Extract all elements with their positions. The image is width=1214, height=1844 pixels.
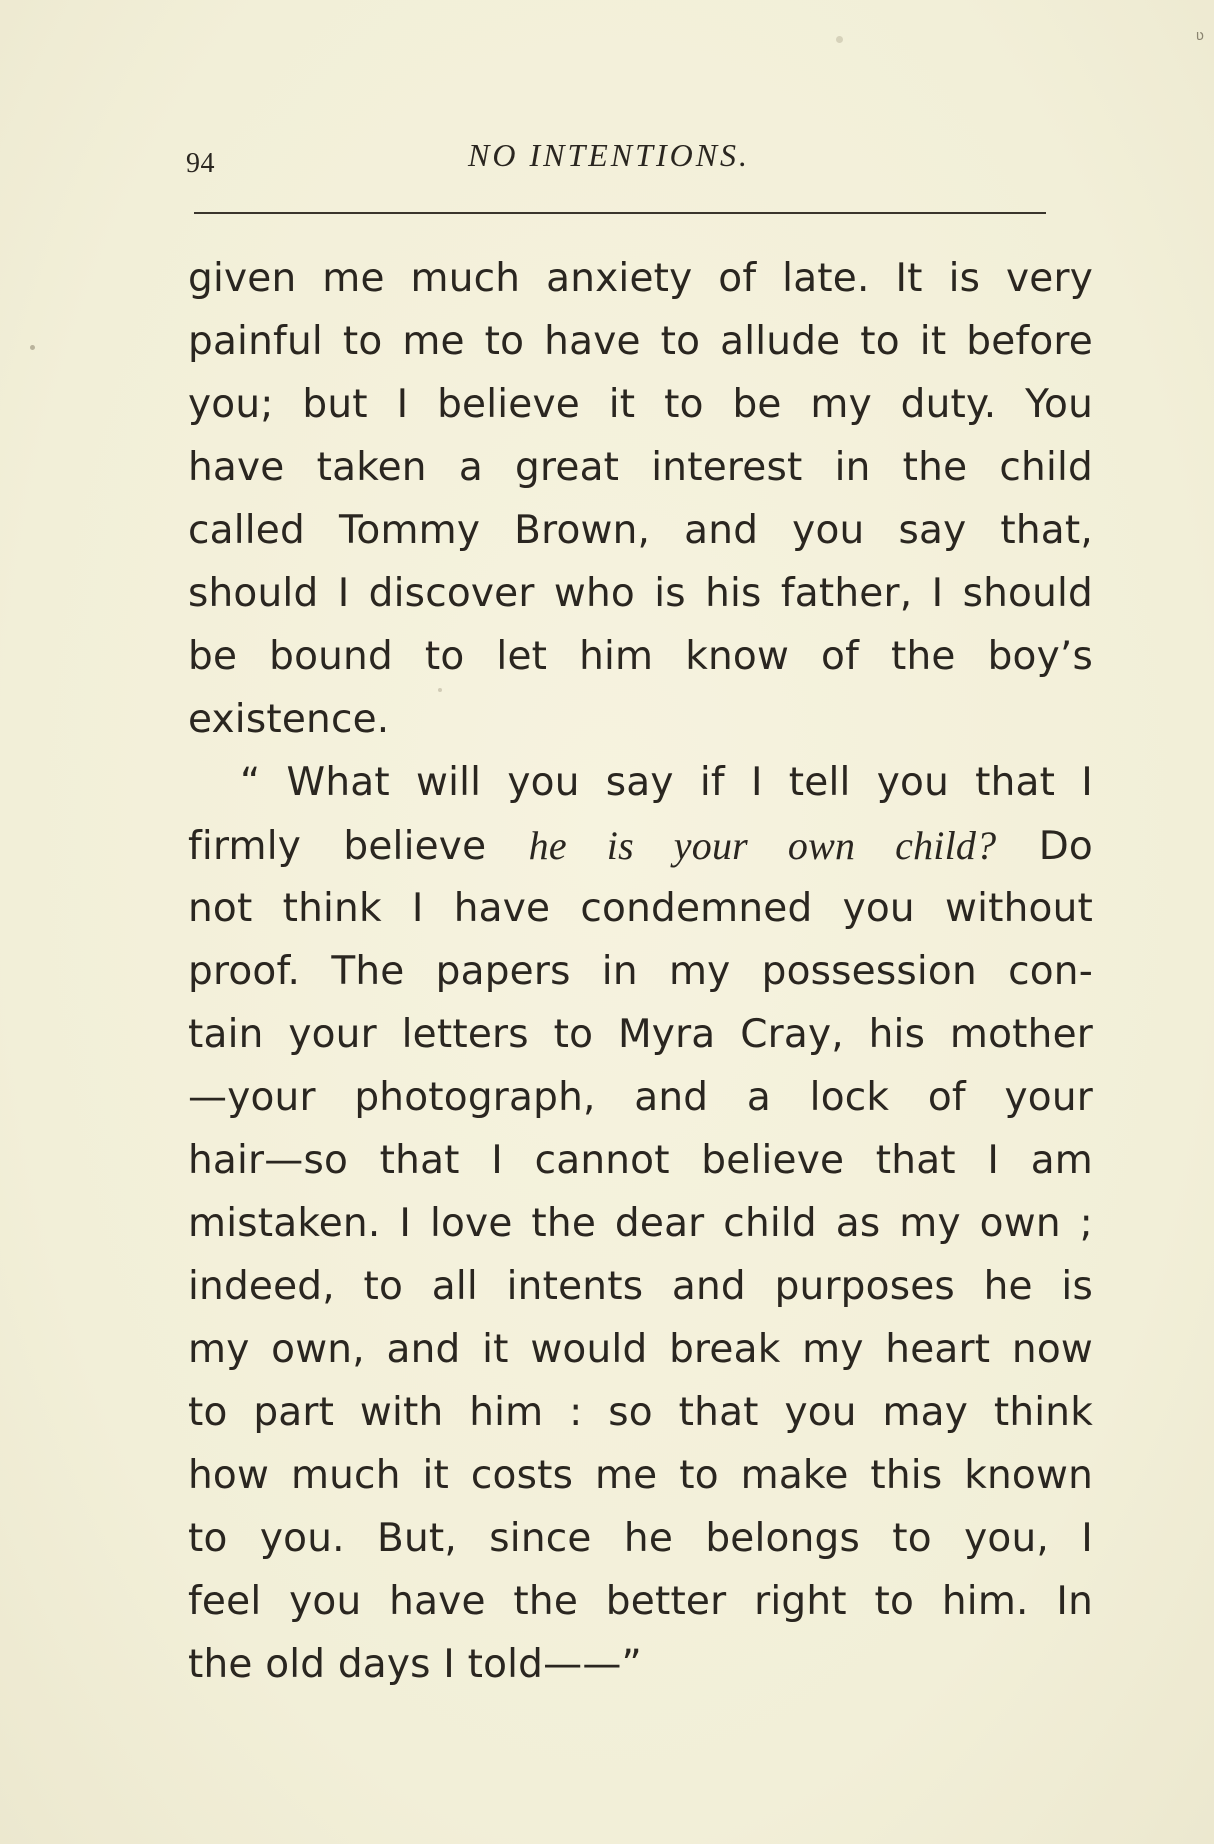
page-number: 94 xyxy=(186,148,215,179)
text-line: —your photograph, and a lock of your xyxy=(188,1075,1093,1120)
text-line: the old days I told——” xyxy=(188,1642,642,1687)
text-line: you; but I believe it to be my duty. You xyxy=(188,382,1093,427)
text-line: feel you have the better right to him. In xyxy=(188,1579,1093,1624)
text-line: not think I have condemned you without xyxy=(188,886,1093,931)
text-line-with-italic xyxy=(188,814,1093,877)
body-text xyxy=(188,247,1093,1696)
text-line: to you. But, since he belongs to you, I xyxy=(188,1516,1093,1561)
text-line: indeed, to all intents and purposes he is xyxy=(188,1264,1093,1309)
paper-speck xyxy=(30,345,35,350)
italic-emphasis: he is your own child? xyxy=(528,823,997,868)
text-line: to part with him : so that you may think xyxy=(188,1390,1093,1435)
text-line: be bound to let him know of the boy’s xyxy=(188,634,1093,679)
text-line: tain your letters to Myra Cray, his mother xyxy=(188,1012,1093,1057)
header-rule xyxy=(194,212,1046,214)
text-line: should I discover who is his father, I should xyxy=(188,571,1093,616)
text-line: hair—so that I cannot believe that I am xyxy=(188,1138,1093,1183)
text-line: how much it costs me to make this known xyxy=(188,1453,1093,1498)
text-line: “ What will you say if I tell you that I xyxy=(240,760,1093,805)
paper-speck xyxy=(836,36,843,43)
paper-speck xyxy=(438,688,442,692)
corner-mark: ʋ xyxy=(1195,28,1204,44)
text-line: mistaken. I love the dear child as my own ; xyxy=(188,1201,1093,1246)
text-line: my own, and it would break my heart now xyxy=(188,1327,1093,1372)
line-text-after: Do xyxy=(996,824,1093,869)
text-line: painful to me to have to allude to it before xyxy=(188,319,1093,364)
text-line: called Tommy Brown, and you say that, xyxy=(188,508,1093,553)
line-text-before: firmly believe xyxy=(188,824,529,869)
text-line: existence. xyxy=(188,697,390,742)
text-line: proof. The papers in my possession con- xyxy=(188,949,1093,994)
text-line: have taken a great interest in the child xyxy=(188,445,1093,490)
running-title: NO INTENTIONS. xyxy=(468,137,751,173)
text-line: given me much anxiety of late. It is very xyxy=(188,256,1093,301)
